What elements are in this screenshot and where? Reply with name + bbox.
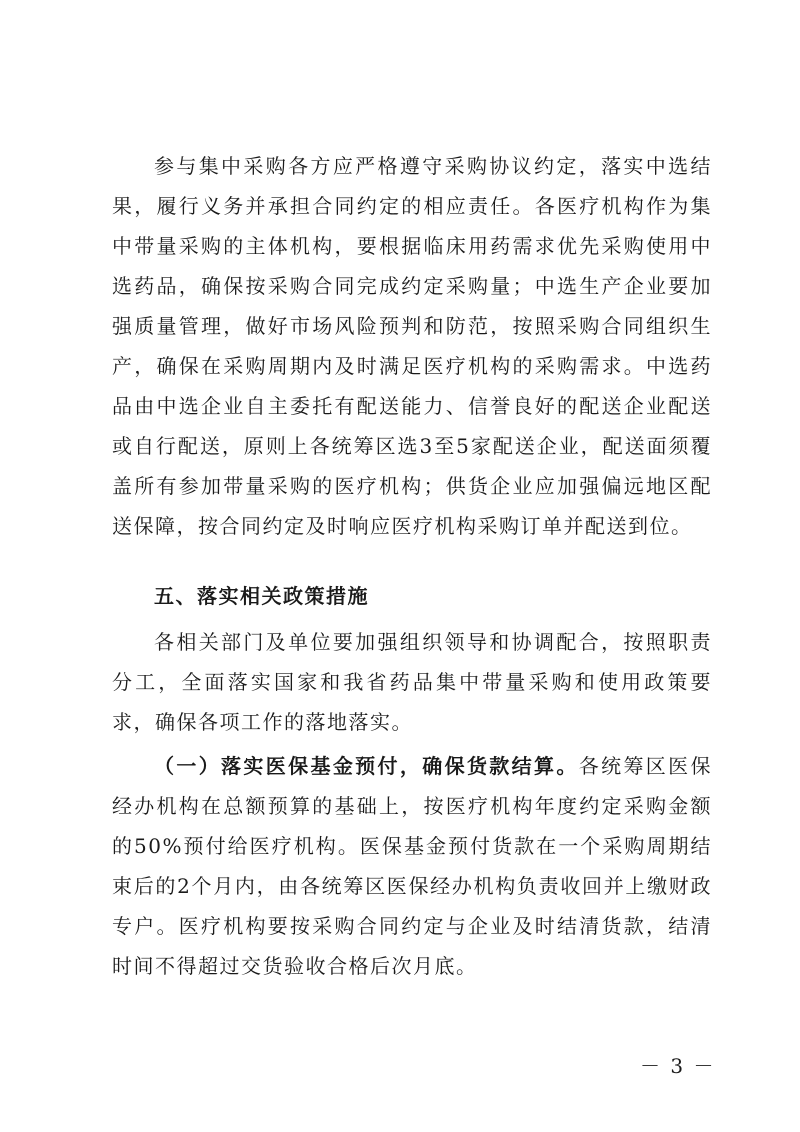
subheading-fund-prepayment: （一）落实医保基金预付，确保货款结算。 <box>154 754 579 778</box>
paragraph-department-coordination: 各相关部门及单位要加强组织领导和协调配合，按照职责分工，全面落实国家和我省药品集中带量采购和使用政策要求，确保各项工作的落地落实。 <box>112 630 712 734</box>
section-heading-policy-measures: 五、落实相关政策措施 <box>154 584 369 608</box>
paragraph-fund-prepayment <box>112 746 712 986</box>
page-number: － 3 － <box>640 1054 716 1078</box>
paragraph-procurement-obligations: 参与集中采购各方应严格遵守采购协议约定，落实中选结果，履行义务并承担合同约定的相应责任。各医疗机构作为集中带量采购的主体机构，要根据临床用药需求优先采购使用中选药品，确保按采购合同完成约定采购量；中选生产企业要加强质量管理，做好市场风险预判和防范，按照采购合同组织生产，确保在采购周期内及时满足医疗机构的采购需求。中选药品由中选企业自主委托有配送能力、信誉良好的配送企业配送或自行配送，原则上各统筹区选3至5家配送企业，配送面须覆盖所有参加带量采购的医疗机构；供货企业应加强偏远地区配送保障，按合同约定及时响应医疗机构采购订单并配送到位。 <box>112 154 712 538</box>
paragraph-fund-prepayment-body: 各统筹区医保经办机构在总额预算的基础上，按医疗机构年度约定采购金额的50%预付给医疗机构。医保基金预付货款在一个采购周期结束后的2个月内，由各统筹区医保经办机构负责收回并上缴财政专户。医疗机构要按采购合同约定与企业及时结清货款，结清时间不得超过交货验收合格后次月底。 <box>112 754 713 978</box>
